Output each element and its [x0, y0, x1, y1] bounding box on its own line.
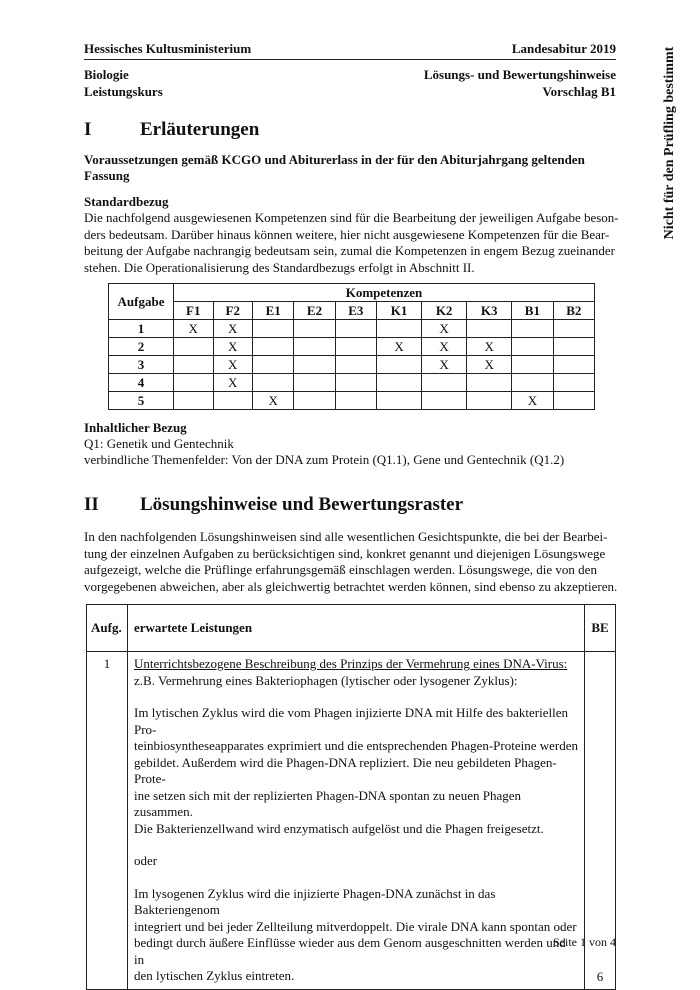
table-cell	[553, 356, 594, 374]
table-cell	[253, 320, 294, 338]
col-expected: erwartete Leistungen	[128, 605, 585, 652]
header-row-1	[84, 41, 616, 57]
table-cell	[335, 392, 376, 410]
competence-table	[108, 283, 595, 410]
task-number: 5	[109, 392, 174, 410]
intro-paragraph	[84, 529, 629, 595]
table-cell: X	[213, 338, 253, 356]
table-row	[109, 338, 595, 356]
standard-line: ders bedeutsam. Darüber hinaus können weitere, hier nicht ausgewiesene Kompetenzen für die Bear-	[84, 226, 610, 242]
table-cell	[512, 320, 553, 338]
table-cell	[253, 374, 294, 392]
table-cell	[377, 392, 422, 410]
col-f1: F1	[174, 302, 214, 320]
table-cell	[253, 356, 294, 374]
table-cell: X	[377, 338, 422, 356]
header-row-2	[84, 66, 616, 100]
solution-table-header	[87, 605, 616, 652]
lytic-line: Die Bakterienzellwand wird enzymatisch aufgelöst und die Phagen freigesetzt.	[134, 820, 544, 836]
solution-row	[87, 652, 616, 990]
content-heading: Inhaltlicher Bezug	[84, 420, 187, 435]
lysogenic-line: bedingt durch äußere Einflüsse wieder aus dem Genom ausgeschnitten werden und in	[134, 935, 566, 967]
section-2-heading	[84, 494, 463, 516]
lytic-line: teinbiosyntheseapparates exprimiert und die entsprechenden Phagen-Proteine werden	[134, 738, 579, 753]
or-text: oder	[134, 853, 158, 868]
table-row	[109, 356, 595, 374]
ministry-name: Hessisches Kultusministerium	[84, 41, 252, 56]
exam-title: Landesabitur 2019	[511, 41, 616, 56]
solution-table	[86, 604, 616, 990]
standard-paragraph	[84, 210, 624, 276]
lytic-line: gebildet. Außerdem wird die Phagen-DNA repliziert. Die neu gebildeten Phagen-Prote-	[134, 754, 557, 786]
table-cell	[294, 374, 335, 392]
competence-table-header	[109, 284, 595, 302]
col-points: BE	[585, 605, 616, 652]
col-k3: K3	[467, 302, 512, 320]
col-b2: B2	[553, 302, 594, 320]
task-number: 4	[109, 374, 174, 392]
table-cell: X	[422, 356, 467, 374]
table-cell: X	[253, 392, 294, 410]
table-cell	[553, 338, 594, 356]
lysogenic-line: Im lysogenen Zyklus wird die injizierte Phagen-DNA zunächst in das Bakteriengenom	[134, 885, 496, 917]
table-cell	[335, 320, 376, 338]
side-note-text: Nicht für den Prüfling bestimmt	[662, 46, 677, 240]
table-cell: X	[213, 356, 253, 374]
prerequisites-text: Voraussetzungen gemäß KCGO und Abiturerlass in der für den Abiturjahrgang geltenden Fassung	[84, 152, 585, 183]
table-cell	[467, 392, 512, 410]
section-1-heading	[84, 119, 259, 141]
header-divider	[84, 59, 616, 60]
standard-line: stehen. Die Operationalisierung des Standardbezugs erfolgt in Abschnitt II.	[84, 259, 475, 275]
table-cell	[512, 356, 553, 374]
col-k1: K1	[377, 302, 422, 320]
subject: Biologie	[84, 67, 129, 82]
table-cell: X	[467, 338, 512, 356]
col-e1: E1	[253, 302, 294, 320]
doc-type: Lösungs- und Bewertungshinweise	[423, 67, 616, 82]
competence-columns	[109, 302, 595, 320]
table-cell	[174, 392, 214, 410]
col-e3: E3	[335, 302, 376, 320]
table-row	[109, 374, 595, 392]
page-footer: Seite 1 von 4	[553, 935, 616, 949]
table-cell: X	[213, 374, 253, 392]
table-cell: X	[174, 320, 214, 338]
table-cell	[377, 374, 422, 392]
col-k2: K2	[422, 302, 467, 320]
table-cell	[512, 374, 553, 392]
table-cell	[553, 374, 594, 392]
table-cell	[377, 320, 422, 338]
col-task: Aufgabe	[109, 284, 174, 320]
table-cell	[335, 374, 376, 392]
intro-line: tung der einzelnen Aufgaben zu berücksichtigen sind, konkret genannt und diejenigen Lösungswege	[84, 545, 606, 561]
task-number: 2	[109, 338, 174, 356]
table-cell	[422, 374, 467, 392]
lytic-line: Im lytischen Zyklus wird die vom Phagen injizierte DNA mit Hilfe des bakteriellen Pro-	[134, 705, 568, 737]
table-cell	[467, 374, 512, 392]
points-value: 6	[585, 652, 616, 990]
intro-line: vorgegebenen abweichen, aber als gleichwertig betrachtet werden können, sind ebenso zu akzeptieren.	[84, 578, 618, 594]
table-cell	[253, 338, 294, 356]
section-2-number: II	[84, 494, 99, 515]
table-cell: X	[422, 320, 467, 338]
task-number: 3	[109, 356, 174, 374]
standard-heading: Standardbezug	[84, 194, 169, 209]
table-cell	[377, 356, 422, 374]
table-cell	[294, 392, 335, 410]
table-cell	[553, 392, 594, 410]
content-line-2: verbindliche Themenfelder: Von der DNA zum Protein (Q1.1), Gene und Gentechnik (Q1.2)	[84, 452, 565, 467]
course-level: Leistungskurs	[84, 84, 163, 99]
table-cell	[422, 392, 467, 410]
table-cell	[335, 356, 376, 374]
table-row	[109, 320, 595, 338]
col-f2: F2	[213, 302, 253, 320]
competence-group-header: Kompetenzen	[174, 284, 595, 302]
table-cell	[294, 338, 335, 356]
content-line-1: Q1: Genetik und Gentechnik	[84, 436, 234, 451]
task-number: 1	[109, 320, 174, 338]
table-cell	[467, 320, 512, 338]
standard-line: Die nachfolgend ausgewiesenen Kompetenzen sind für die Bearbeitung der jeweiligen Aufgabe beson-	[84, 210, 619, 225]
table-cell: X	[422, 338, 467, 356]
table-cell: X	[213, 320, 253, 338]
col-e2: E2	[294, 302, 335, 320]
table-cell	[335, 338, 376, 356]
task-number: 1	[87, 652, 128, 990]
table-cell	[174, 356, 214, 374]
section-1-title: Erläuterungen	[140, 119, 260, 140]
lytic-line: ine setzen sich mit der replizierten Phagen-DNA spontan zu neuen Phagen zusammen.	[134, 787, 521, 819]
table-cell	[512, 338, 553, 356]
proposal-label: Vorschlag B1	[542, 84, 616, 99]
table-cell	[213, 392, 253, 410]
lysogenic-line: integriert und bei jeder Zellteilung mitverdoppelt. Die virale DNA kann spontan oder	[134, 918, 577, 934]
expected-cell	[128, 652, 585, 990]
side-note	[658, 38, 682, 248]
col-task: Aufg.	[87, 605, 128, 652]
section-2-title: Lösungshinweise und Bewertungsraster	[140, 494, 464, 515]
solution-lead: Unterrichtsbezogene Beschreibung des Prinzips der Vermehrung eines DNA-Virus:	[134, 656, 568, 671]
table-cell: X	[512, 392, 553, 410]
table-row	[109, 392, 595, 410]
intro-line: In den nachfolgenden Lösungshinweisen sind alle wesentlichen Gesichtspunkte, die bei der Bearbei-	[84, 529, 608, 544]
lysogenic-line: den lytischen Zyklus eintreten.	[134, 968, 295, 983]
table-cell	[294, 356, 335, 374]
intro-line: aufgezeigt, welche die Prüflinge erfahrungsgemäß einschlagen werden. Lösungswege, die von den	[84, 562, 597, 577]
col-b1: B1	[512, 302, 553, 320]
section-1-number: I	[84, 119, 92, 140]
table-cell	[294, 320, 335, 338]
table-cell	[174, 374, 214, 392]
standard-line: beitung der Aufgabe nachrangig bedeutsam sein, zumal die Kompetenzen in engem Bezug zueinander	[84, 243, 616, 258]
table-cell: X	[467, 356, 512, 374]
table-cell	[174, 338, 214, 356]
table-cell	[553, 320, 594, 338]
solution-lead-2: z.B. Vermehrung eines Bakteriophagen (lytischer oder lysogener Zyklus):	[134, 672, 518, 688]
